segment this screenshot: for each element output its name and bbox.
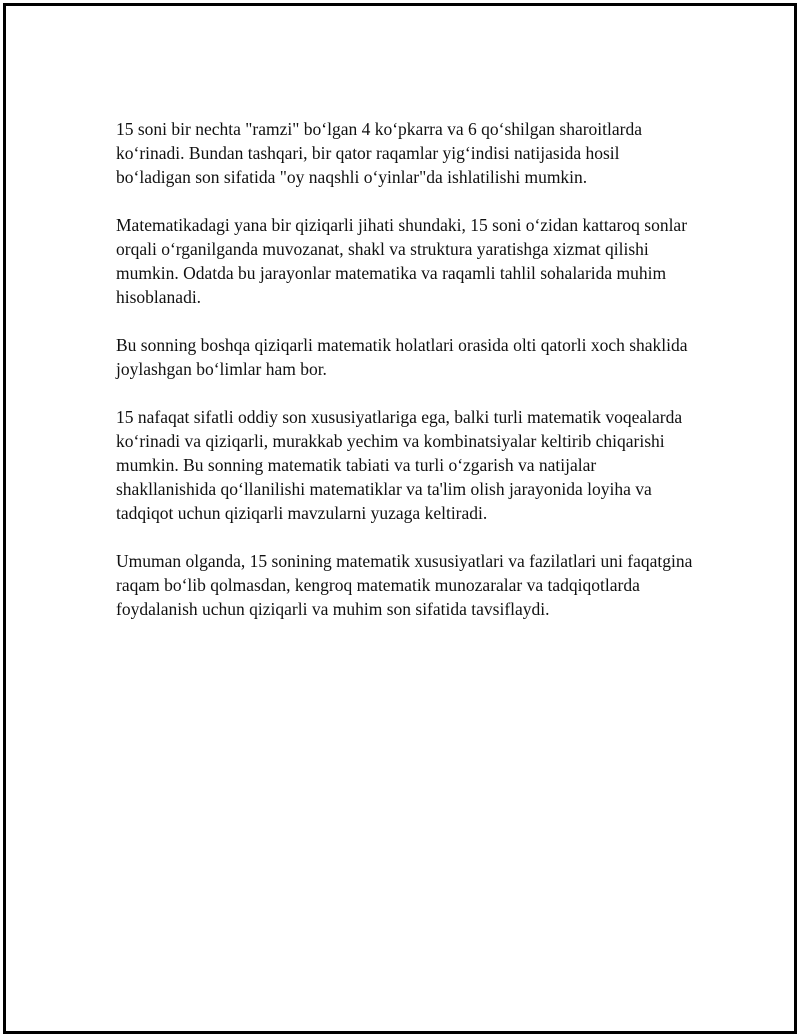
paragraph: Umuman olganda, 15 sonining matematik xususiyatlari va fazilatlari uni faqatgina raqam bo‘lib qolmasdan, kengroq matematik munozaralar va tadqiqotlarda foydalanish uchun qiziqarli va muhim son sifatida tavsiflaydi.: [116, 551, 693, 619]
paragraph: Matematikadagi yana bir qiziqarli jihati shundaki, 15 soni o‘zidan kattaroq sonlar orqali o‘rganilganda muvozanat, shakl va struktura yaratishga xizmat qilishi mumkin. Odatda bu jarayonlar matematika va raqamli tahlil sohalarida muhim hisoblanadi.: [116, 215, 688, 307]
paragraph: 15 nafaqat sifatli oddiy son xususiyatlariga ega, balki turli matematik voqealarda ko‘rinadi va qiziqarli, murakkab yechim va kombinatsiyalar keltirib chiqarishi mumkin. Bu sonning matematik tabiati va turli o‘zgarish va natijalar shakllanishida qo‘llanilishi matematiklar va ta'lim olish jarayonida loyiha va tadqiqot uchun qiziqarli mavzularni yuzaga keltiradi.: [116, 407, 683, 523]
document-body: [116, 117, 696, 645]
paragraph: Bu sonning boshqa qiziqarli matematik holatlari orasida olti qatorli xoch shaklida joylashgan bo‘limlar ham bor.: [116, 335, 688, 379]
paragraph: 15 soni bir nechta "ramzi" bo‘lgan 4 ko‘pkarra va 6 qo‘shilgan sharoitlarda ko‘rinadi. Bundan tashqari, bir qator raqamlar yig‘indisi natijasida hosil bo‘ladigan son sifatida "oy naqshli o‘yinlar"da ishlatilishi mumkin.: [116, 119, 642, 187]
